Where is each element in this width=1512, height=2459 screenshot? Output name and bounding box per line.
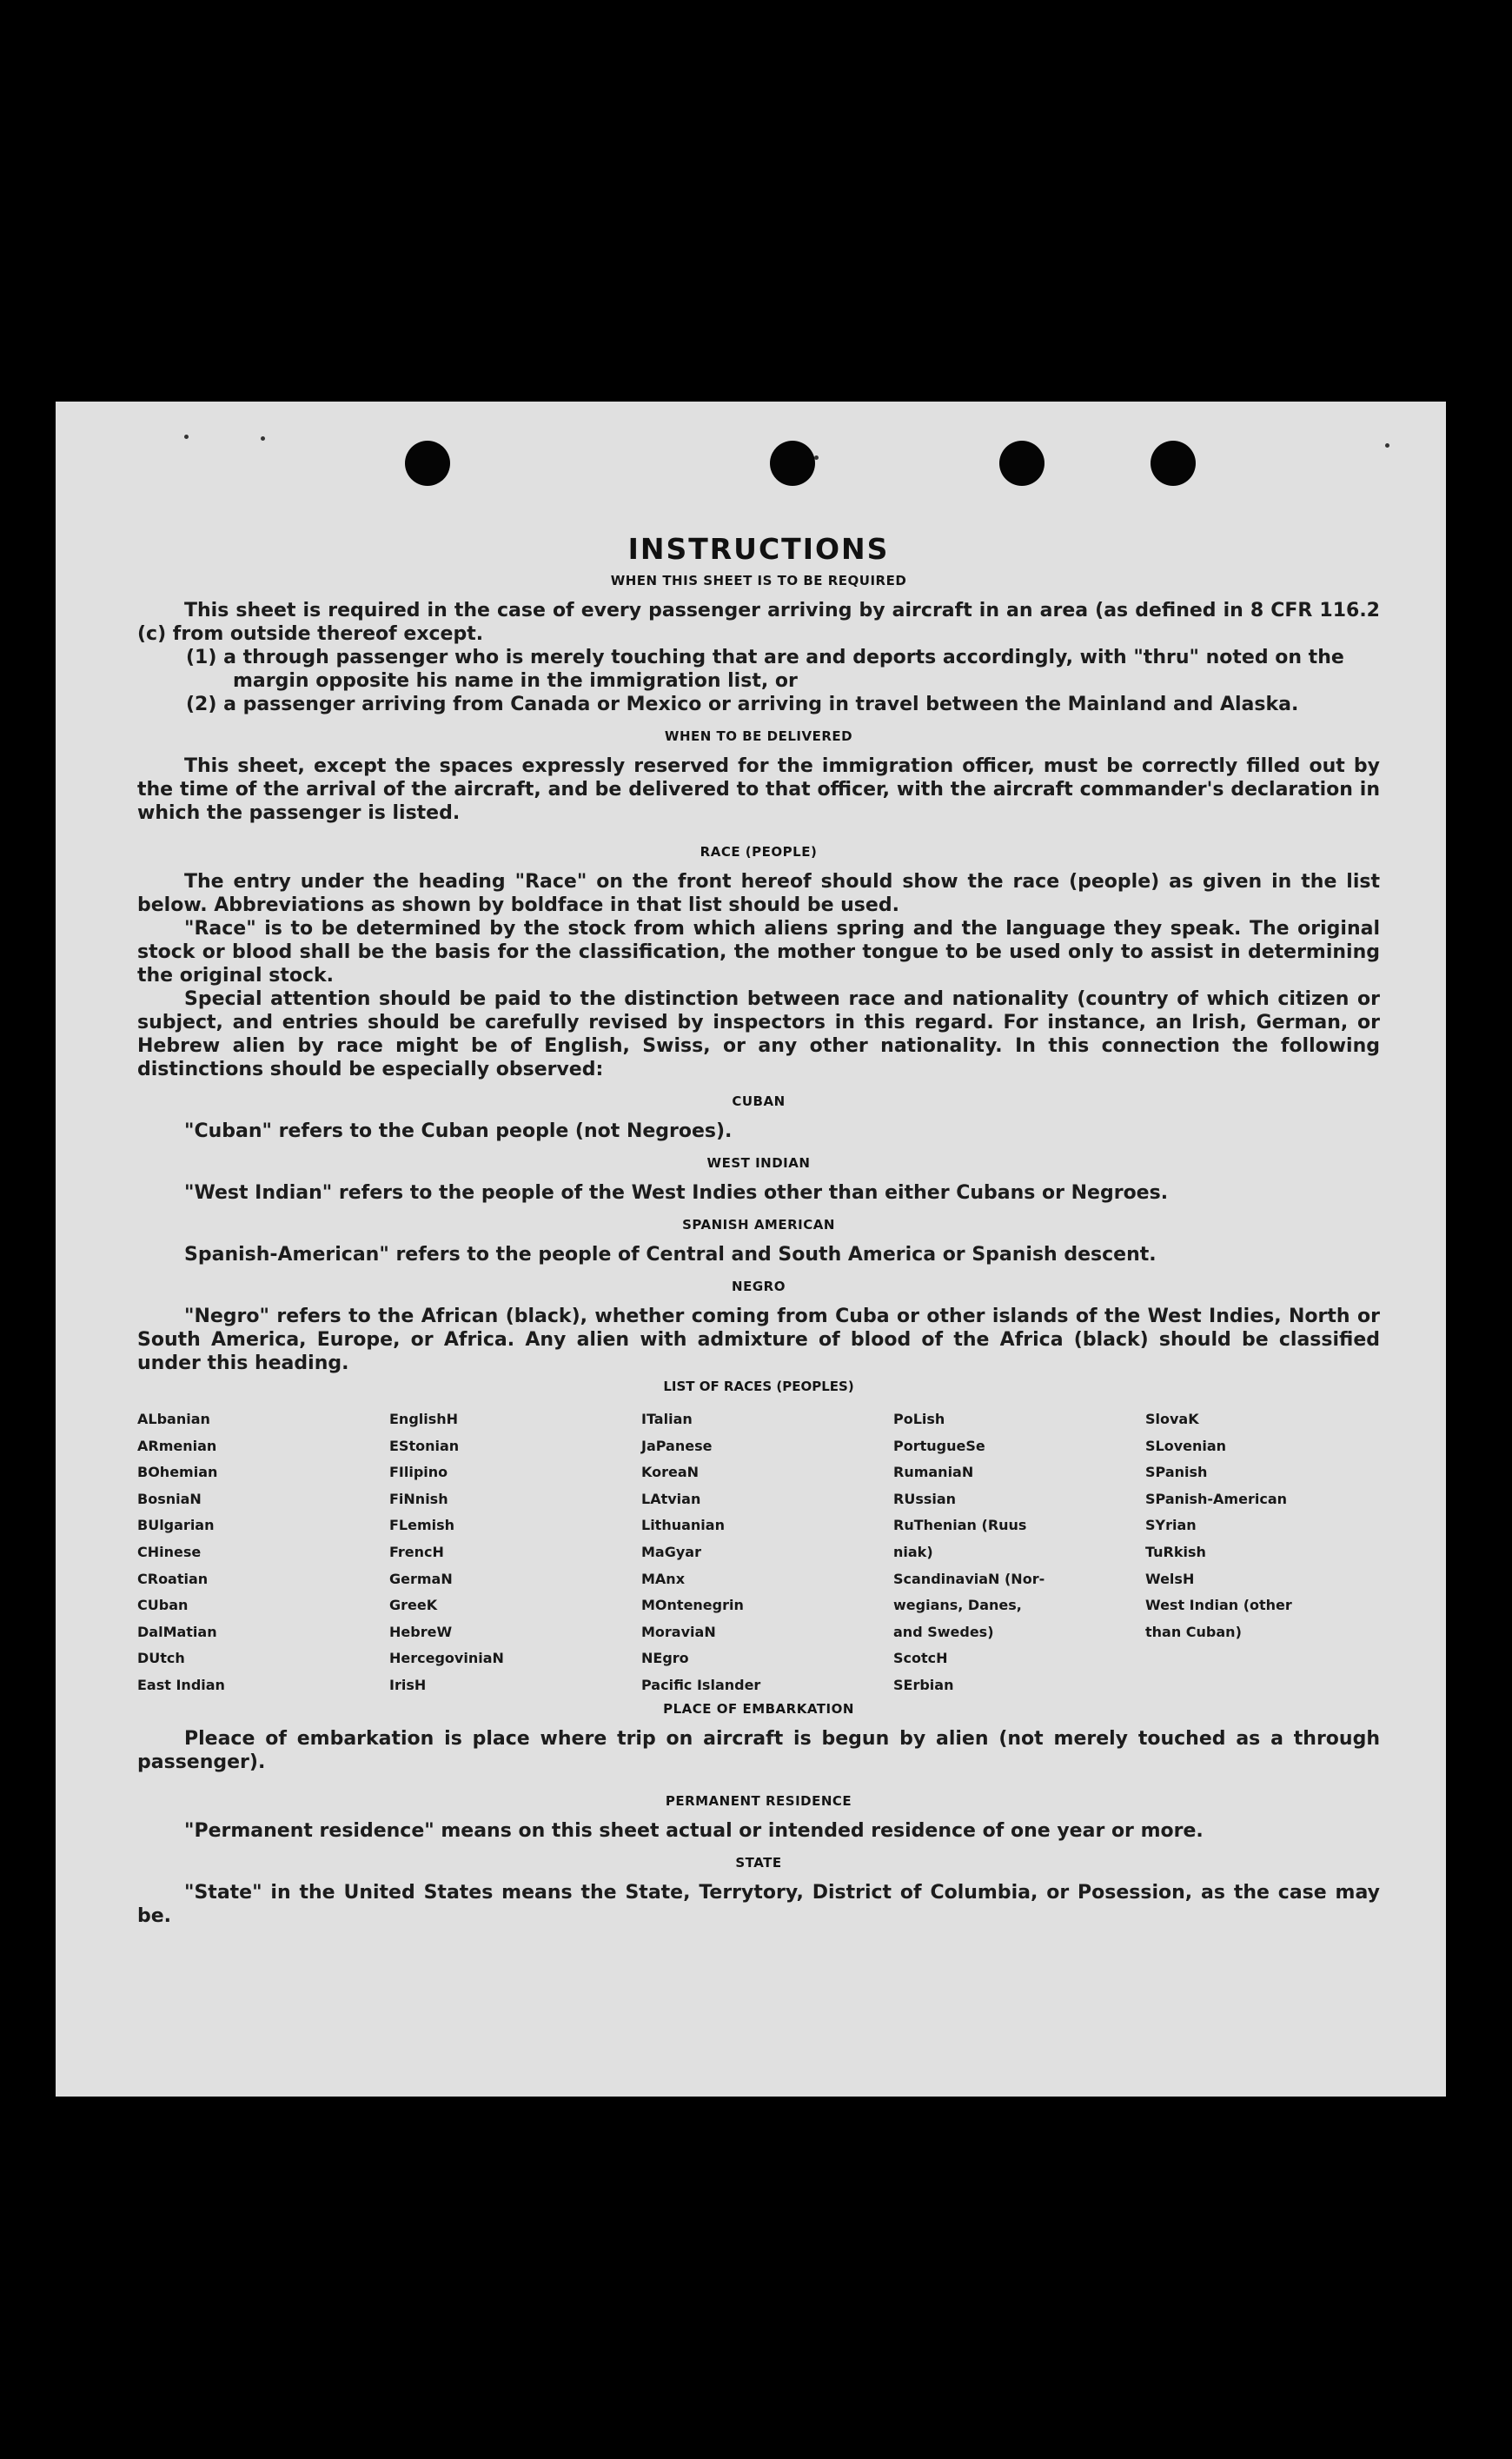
race-item: EnglishH: [389, 1411, 459, 1427]
races-column: [641, 1406, 893, 1699]
exception-item-1: (1) a through passenger who is merely touching that are and deports accordingly, with "thru" noted on the margin opposite his name in the immigration list, or: [186, 647, 1344, 692]
race-item: FiNnish: [389, 1490, 448, 1507]
race-item: ARmenian: [137, 1437, 217, 1454]
section-heading-negro: NEGRO: [732, 1279, 786, 1294]
race-item: FrencH: [389, 1543, 444, 1560]
race-item: ALbanian: [137, 1411, 210, 1427]
section-heading-when-required: WHEN THIS SHEET IS TO BE REQUIRED: [610, 573, 907, 588]
race-item: SPanish-American: [1145, 1490, 1287, 1507]
speck: [814, 455, 819, 460]
section-heading-race: RACE (PEOPLE): [700, 844, 818, 860]
race-item: ScandinaviaN (Nor-: [893, 1570, 1045, 1587]
race-item: Lithuanian: [641, 1517, 725, 1534]
west-indian-text: "West Indian" refers to the people of the West Indies other than either Cubans or Negroes.: [184, 1182, 1169, 1204]
punch-hole: [999, 441, 1044, 486]
race-item: BOhemian: [137, 1464, 218, 1481]
race-item: DalMatian: [137, 1623, 217, 1640]
spanish-american-text: Spanish-American" refers to the people of Central and South America or Spanish descent.: [184, 1244, 1157, 1266]
race-item: SPanish: [1145, 1464, 1208, 1481]
race-item: IrisH: [389, 1676, 427, 1693]
race-item: ITalian: [641, 1411, 693, 1427]
cuban-text: "Cuban" refers to the Cuban people (not Negroes).: [184, 1120, 733, 1142]
race-paragraph-3: Special attention should be paid to the distinction between race and nationality (country of which citizen or subject, and entries should be carefully revised by inspectors in this regard. For instance, an Irish, German, or Hebrew alien by race might be of English, Swiss, or any other nationality. In this connection the following distinctions should be especially observed:: [137, 988, 1380, 1080]
instruction-sheet: [56, 402, 1446, 2097]
race-item: than Cuban): [1145, 1623, 1242, 1640]
race-item: NEgro: [641, 1650, 689, 1667]
races-column: [389, 1406, 641, 1699]
section-heading-residence: PERMANENT RESIDENCE: [665, 1792, 852, 1809]
race-item: and Swedes): [893, 1623, 994, 1640]
race-item: LAtvian: [641, 1490, 701, 1507]
race-item: SErbian: [893, 1676, 954, 1693]
races-column: [893, 1406, 1145, 1699]
section-heading-west-indian: WEST INDIAN: [706, 1155, 811, 1171]
speck: [184, 435, 189, 439]
negro-text: "Negro" refers to the African (black), whether coming from Cuba or other islands of the West Indies, North or South America, Europe, or Africa. Any alien with admixture of blood of the Africa (black) should be classified under this heading.: [137, 1306, 1380, 1374]
race-item: PoLish: [893, 1411, 945, 1427]
punch-hole: [770, 441, 815, 486]
speck: [261, 436, 265, 441]
race-item: niak): [893, 1543, 933, 1560]
race-item: DUtch: [137, 1650, 185, 1667]
embarkation-text: Pleace of embarkation is place where trip on aircraft is begun by alien (not merely touched as a through passenger).: [137, 1727, 1380, 1773]
race-item: KoreaN: [641, 1464, 700, 1481]
race-item: BUlgarian: [137, 1517, 215, 1534]
race-item: PortugueSe: [893, 1437, 985, 1454]
race-item: CRoatian: [137, 1570, 209, 1587]
race-item: East Indian: [137, 1676, 225, 1693]
race-paragraph-1: The entry under the heading "Race" on the front hereof should show the race (people) as given in the list below. Abbreviations as shown by boldface in that list should be used.: [137, 871, 1380, 916]
race-item: RUssian: [893, 1490, 957, 1507]
race-item: HebreW: [389, 1623, 453, 1640]
when-delivered-text: This sheet, except the spaces expressly reserved for the immigration officer, must be correctly filled out by the time of the arrival of the aircraft, and be delivered to that officer, with the aircraft commander's declaration in which the passenger is listed.: [137, 755, 1380, 824]
exception-item-2: (2) a passenger arriving from Canada or Mexico or arriving in travel between the Mainland and Alaska.: [186, 694, 1299, 715]
race-item: EStonian: [389, 1437, 460, 1454]
race-item: RuThenian (Ruus: [893, 1517, 1027, 1534]
race-item: ScotcH: [893, 1650, 948, 1667]
race-item: JaPanese: [641, 1437, 713, 1454]
race-item: GreeK: [389, 1597, 438, 1614]
race-item: SlovaK: [1145, 1411, 1199, 1427]
races-column: [137, 1406, 389, 1699]
section-heading-spanish-american: SPANISH AMERICAN: [682, 1217, 835, 1233]
when-required-intro: This sheet is required in the case of every passenger arriving by aircraft in an area (as defined in 8 CFR 116.2 (c) from outside thereof except.: [137, 600, 1380, 645]
instructions-content: [137, 532, 1380, 1928]
section-heading-state: STATE: [735, 1854, 782, 1871]
races-list: [137, 1406, 1380, 1699]
race-item: WelsH: [1145, 1570, 1195, 1587]
punch-hole: [405, 441, 450, 486]
section-heading-embarkation: PLACE OF EMBARKATION: [663, 1700, 854, 1717]
race-item: MaGyar: [641, 1543, 701, 1560]
race-item: BosniaN: [137, 1490, 202, 1507]
race-item: SYrian: [1145, 1517, 1197, 1534]
race-item: Pacific Islander: [641, 1676, 761, 1693]
race-item: MOntenegrin: [641, 1597, 744, 1614]
race-item: FIlipino: [389, 1464, 448, 1481]
race-item: West Indian (other: [1145, 1597, 1292, 1614]
race-item: RumaniaN: [893, 1464, 974, 1481]
section-heading-when-delivered: WHEN TO BE DELIVERED: [664, 728, 853, 744]
race-item: SLovenian: [1145, 1437, 1227, 1454]
section-heading-races: LIST OF RACES (PEOPLES): [663, 1379, 854, 1394]
races-column: [1145, 1406, 1380, 1699]
race-item: TuRkish: [1145, 1543, 1206, 1560]
race-item: CUban: [137, 1597, 189, 1614]
race-item: wegians, Danes,: [893, 1597, 1022, 1614]
race-item: CHinese: [137, 1543, 202, 1560]
punch-hole: [1151, 441, 1196, 486]
race-paragraph-2: "Race" is to be determined by the stock from which aliens spring and the language they speak. The original stock or blood shall be the basis for the classification, the mother tongue to be used only to assist in determining the original stock.: [137, 918, 1380, 987]
section-heading-cuban: CUBAN: [732, 1093, 786, 1109]
race-item: HercegoviniaN: [389, 1650, 504, 1667]
race-item: GermaN: [389, 1570, 453, 1587]
speck: [1385, 443, 1389, 448]
page-title: INSTRUCTIONS: [627, 532, 890, 566]
race-item: FLemish: [389, 1517, 455, 1534]
residence-text: "Permanent residence" means on this sheet actual or intended residence of one year or more.: [184, 1819, 1204, 1842]
state-text: "State" in the United States means the State, Terrytory, District of Columbia, or Posession, as the case may be.: [137, 1881, 1380, 1927]
race-item: MAnx: [641, 1570, 686, 1587]
race-item: MoraviaN: [641, 1623, 716, 1640]
